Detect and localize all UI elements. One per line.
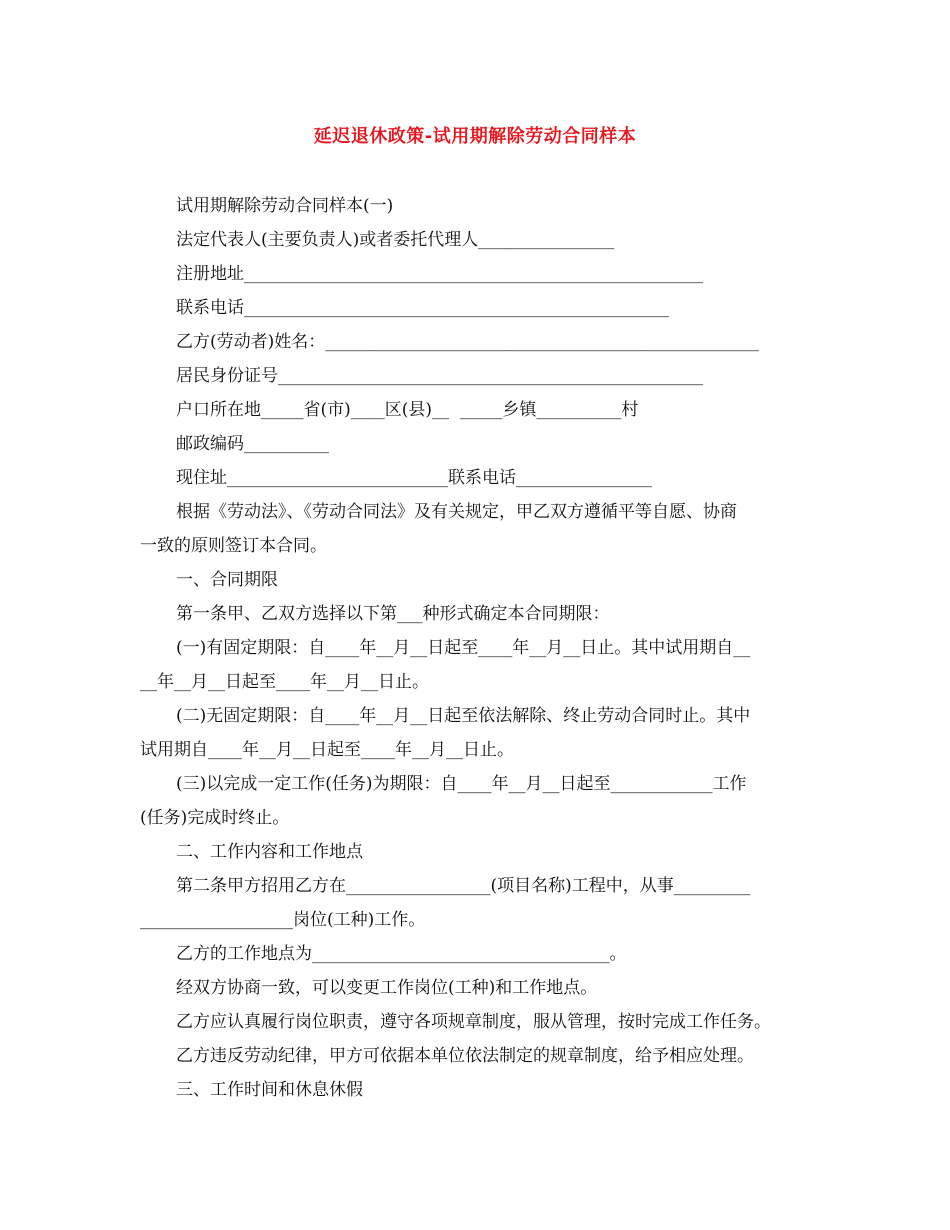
id-number-line: 居民身份证号__________________________________________________ [176, 366, 703, 386]
article-1-line: 第一条甲、乙双方选择以下第___种形式确定本合同期限： [176, 604, 610, 624]
article-2-line-1: 第二条甲方招用乙方在_________________(项目名称)工程中，从事_________ [176, 876, 751, 896]
fixed-term-line-1: (一)有固定期限：自____年__月__日起至____年__月__日止。其中试用期自__ [176, 638, 751, 658]
task-term-line-1: (三)以完成一定工作(任务)为期限：自____年__月__日起至____________工作 [176, 774, 747, 794]
article-2-line-2: __________________岗位(工种)工作。 [140, 910, 426, 930]
postal-code-line: 邮政编码__________ [176, 434, 329, 454]
preamble-line-1: 根据《劳动法》、《劳动合同法》及有关规定，甲乙双方遵循平等自愿、协商 [176, 502, 737, 522]
change-position-line: 经双方协商一致，可以变更工作岗位(工种)和工作地点。 [176, 978, 598, 998]
document-title: 延迟退休政策-试用期解除劳动合同样本 [313, 126, 637, 147]
legal-representative-line: 法定代表人(主要负责人)或者委托代理人________________ [176, 230, 615, 250]
contact-phone-line: 联系电话__________________________________________________ [176, 298, 669, 318]
open-term-line-1: (二)无固定期限：自____年__月__日起至依法解除、终止劳动合同时止。其中 [176, 706, 751, 726]
discipline-line: 乙方违反劳动纪律，甲方可依据本单位依法制定的规章制度，给予相应处理。 [176, 1046, 754, 1066]
duties-line: 乙方应认真履行岗位职责，遵守各项规章制度，服从管理，按时完成工作任务。 [176, 1012, 771, 1032]
work-location-line: 乙方的工作地点为___________________________________。 [176, 944, 627, 964]
section-1-heading: 一、合同期限 [176, 570, 278, 590]
section-2-heading: 二、工作内容和工作地点 [176, 842, 363, 862]
open-term-line-2: 试用期自____年__月__日起至____年__月__日止。 [140, 740, 514, 760]
sample-heading: 试用期解除劳动合同样本(一) [176, 196, 394, 216]
section-3-heading: 三、工作时间和休息休假 [176, 1080, 363, 1100]
household-registration-line: 户口所在地_____省(市)____区(县)__ _____乡镇__________村 [176, 400, 639, 420]
task-term-line-2: (任务)完成时终止。 [140, 808, 290, 828]
registered-address-line: 注册地址______________________________________________________ [176, 264, 703, 284]
employee-name-line: 乙方(劳动者)姓名：___________________________________________________ [176, 332, 759, 352]
fixed-term-line-2: __年__月__日起至____年__月__日止。 [140, 672, 429, 692]
current-address-line: 现住址__________________________联系电话________________ [176, 468, 652, 488]
preamble-line-2: 一致的原则签订本合同。 [140, 536, 327, 556]
